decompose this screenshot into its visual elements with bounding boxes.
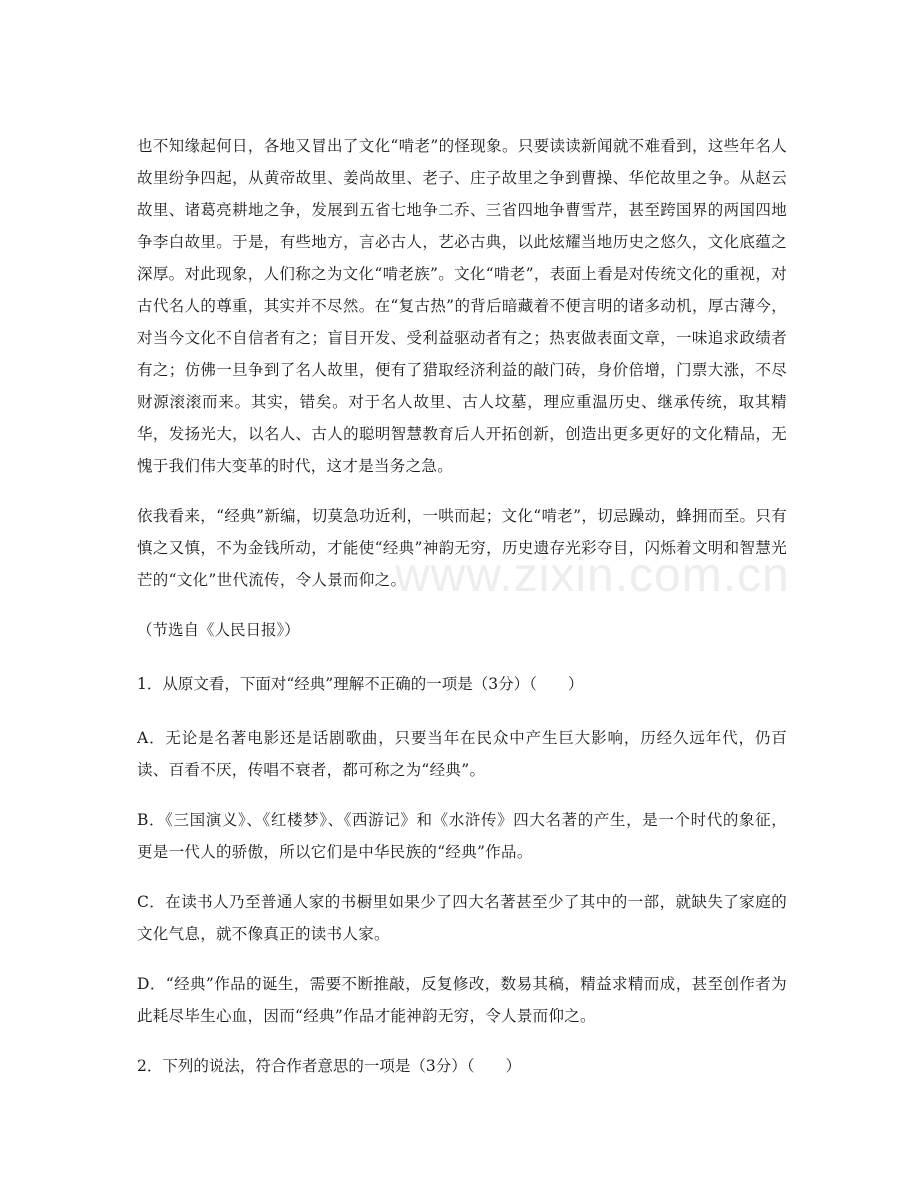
question-1-option-c: C．在读书人乃至普通人家的书橱里如果少了四大名著甚至少了其中的一部，就缺失了家庭的文化气息，就不像真正的读书人家。	[137, 893, 787, 943]
question-1-option-b: B．《三国演义》、《红楼梦》、《西游记》和《水浒传》四大名著的产生，是一个时代的象征，更是一代人的骄傲，所以它们是中华民族的“经典”作品。	[137, 811, 787, 861]
article-source: （节选自《人民日报》）	[137, 621, 300, 639]
article-paragraph-2: 依我看来，“经典”新编，切莫急功近利，一哄而起；文化“啃老”，切忌躁动，蜂拥而至。只有慎之又慎，不为金钱所动，才能使“经典”神韵无穷，历史遗存光彩夺目，闪烁着文明和智慧光芒的“文化”世代流传，令人景而仰之。	[137, 507, 787, 589]
document-page	[137, 130, 787, 1104]
article-paragraph-1: 也不知缘起何日，各地又冒出了文化“啃老”的怪现象。只要读读新闻就不难看到，这些年名人故里纷争四起，从黄帝故里、姜尚故里、老子、庄子故里之争到曹操、华佗故里之争。从赵云故里、诸葛亮耕地之争，发展到五省七地争二乔、三省四地争曹雪芹，甚至跨国界的两国四地争李白故里。于是，有些地方，言必古人，艺必古典，以此炫耀当地历史之悠久，文化底蕴之深厚。对此现象，人们称之为文化“啃老族”。文化“啃老”，表面上看是对传统文化的重视，对古代名人的尊重，其实并不尽然。在“复古热”的背后暗藏着不便言明的诸多动机，厚古薄今，对当今文化不自信者有之；盲目开发、受利益驱动者有之；热衷做表面文章，一味追求政绩者有之；仿佛一旦争到了名人故里，便有了猎取经济利益的敲门砖，身价倍增，门票大涨，不尽财源滚滚而来。其实，错矣。对于名人故里、古人坟墓，理应重温历史、继承传统，取其精华，发扬光大，以名人、古人的聪明智慧教育后人开拓创新，创造出更多更好的文化精品，无愧于我们伟大变革的时代，这才是当务之急。	[137, 137, 787, 475]
question-1-option-d: D．“经典”作品的诞生，需要不断推敲，反复修改，数易其稿，精益求精而成，甚至创作者为此耗尽毕生心血，因而“经典”作品才能神韵无穷，令人景而仰之。	[137, 975, 787, 1025]
question-1-option-a: A．无论是名著电影还是话剧歌曲，只要当年在民众中产生巨大影响，历经久远年代，仍百读、百看不厌，传唱不衰者，都可称之为“经典”。	[137, 729, 787, 779]
question-2-stem: 2．下列的说法，符合作者意思的一项是（3分）（ ）	[137, 1057, 521, 1075]
watermark: www.zixin.com.cn	[395, 549, 790, 602]
question-1-stem: 1．从原文看，下面对“经典”理解不正确的一项是（3分）（ ）	[137, 675, 584, 693]
